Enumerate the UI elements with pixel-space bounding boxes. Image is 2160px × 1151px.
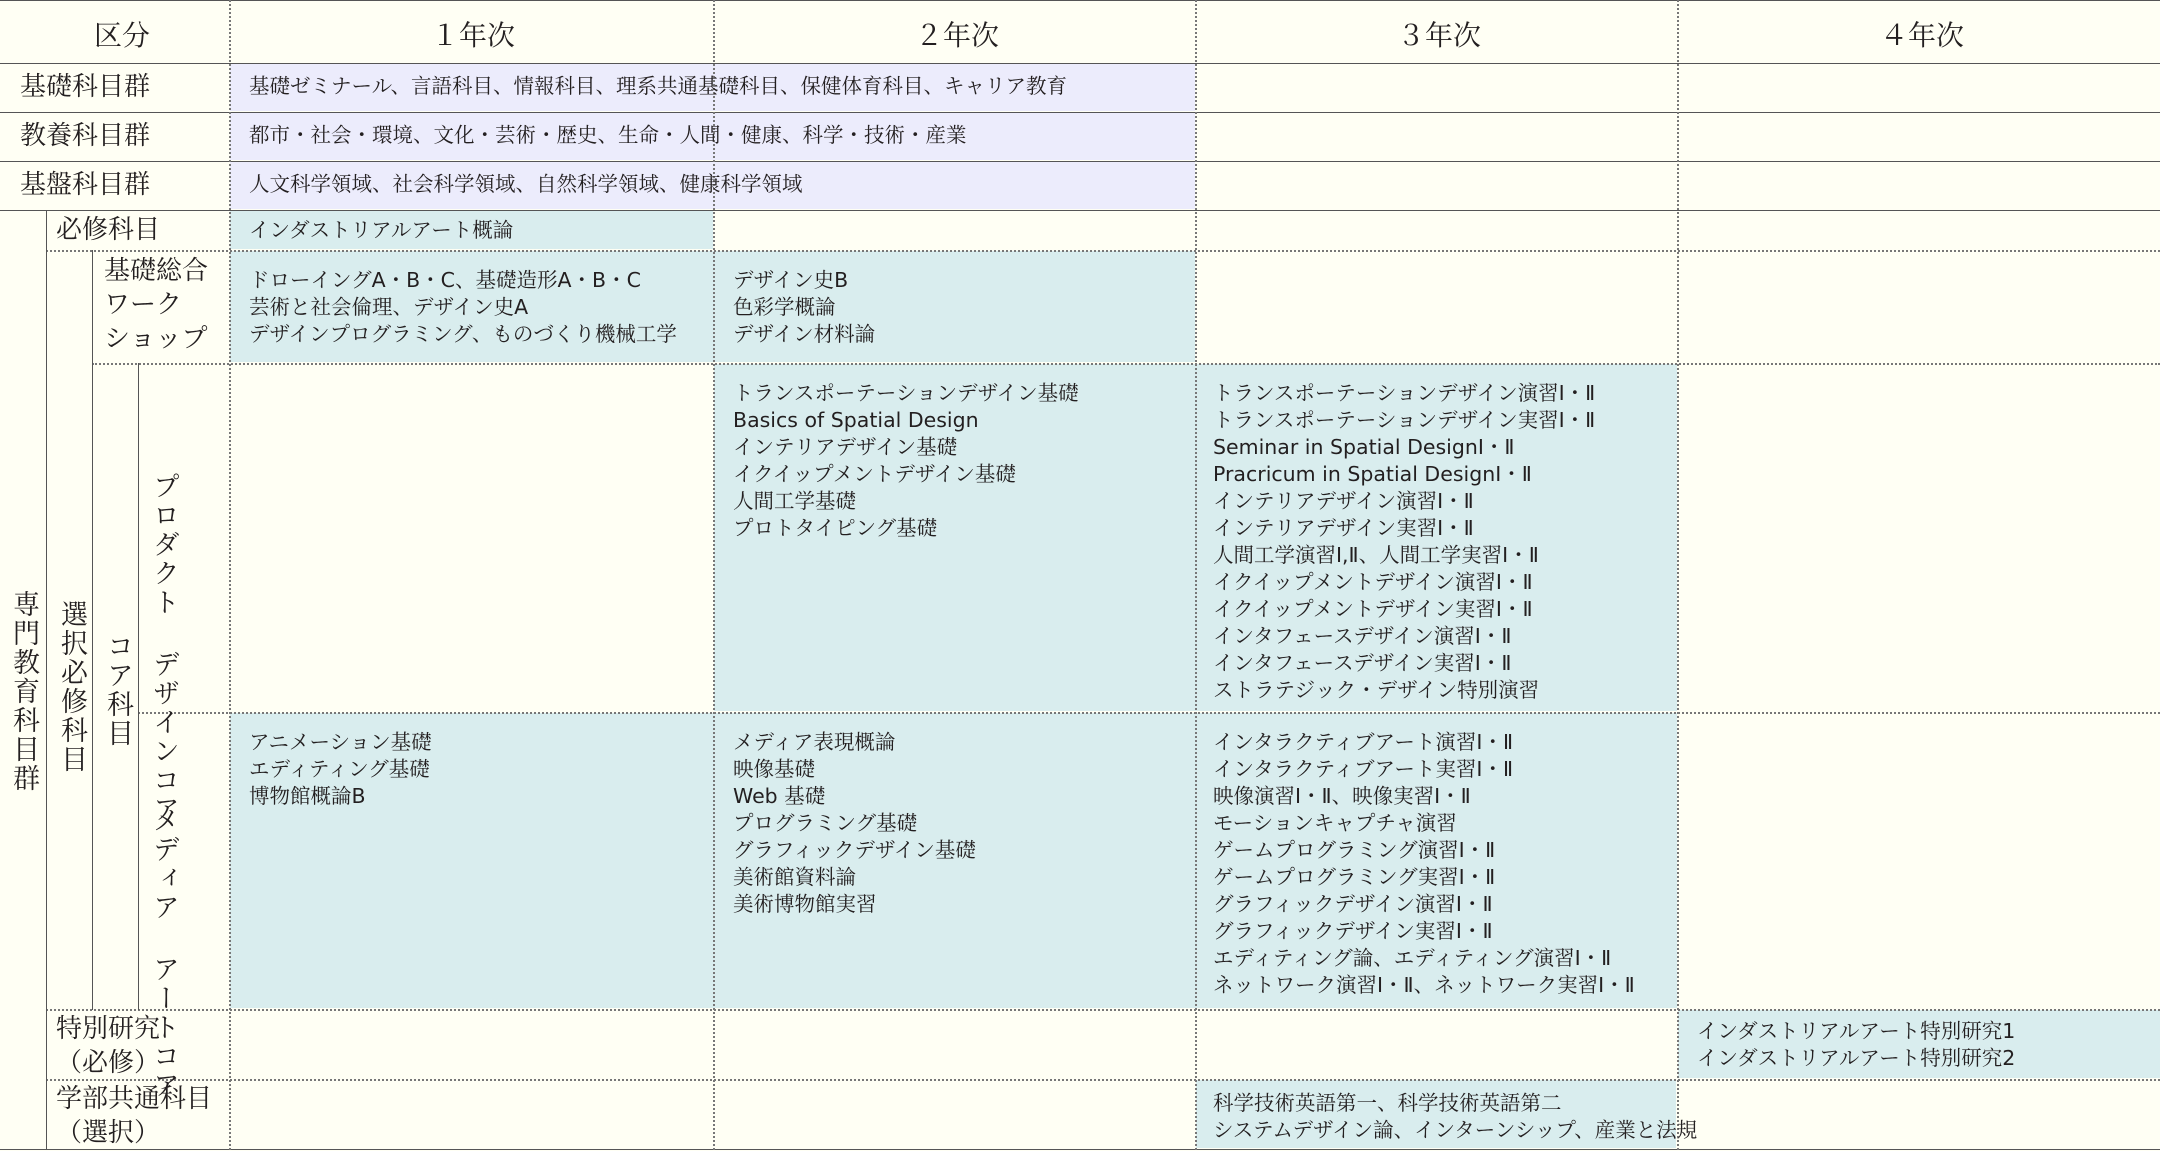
list-item: トランスポーテーションデザイン演習Ⅰ・Ⅱ — [1213, 381, 1596, 405]
list-item: ゲームプログラミング実習Ⅰ・Ⅱ — [1213, 865, 1496, 889]
rule-kiban-bottom — [0, 210, 2160, 211]
list-item: デザインプログラミング、ものづくり機械工学 — [249, 322, 677, 346]
list-item: インタフェースデザイン演習Ⅰ・Ⅱ — [1213, 624, 1512, 648]
list-item: ストラテジック・デザイン特別演習 — [1213, 678, 1540, 702]
product-label-line-1: プロダクト — [148, 472, 179, 617]
list-item: インダストリアルアート特別研究2 — [1697, 1046, 2016, 1070]
rule-top — [0, 0, 2160, 1]
list-item: ゲームプログラミング演習Ⅰ・Ⅱ — [1213, 838, 1496, 862]
workshop-label — [104, 254, 208, 356]
tokubetsu-y4 — [1697, 1018, 2015, 1072]
list-item: グラフィックデザイン基礎 — [733, 838, 976, 862]
list-item: イクイップメントデザイン実習Ⅰ・Ⅱ — [1213, 597, 1533, 621]
senmon-rule — [46, 210, 47, 1150]
kyoyo-content: 都市・社会・環境、文化・芸術・歴史、生命・人間・健康、科学・技術・産業 — [249, 123, 967, 147]
product-label-line-2: デザインコア — [148, 650, 179, 824]
workshop-label-line-1: 基礎総合 — [104, 256, 209, 286]
workshop-label-line-3: ショップ — [104, 324, 208, 354]
header-year-3: ３年次 — [1397, 19, 1482, 52]
list-item: デザイン材料論 — [733, 322, 876, 346]
gakubu-label — [56, 1082, 212, 1150]
media-label-line-1: メディア — [148, 806, 179, 922]
rule-hisshu-bottom — [46, 250, 2160, 252]
kyoyo-label: 教養科目群 — [20, 121, 151, 151]
media-label-line-2: アートコア — [148, 955, 179, 1100]
workshop-y2 — [733, 267, 875, 348]
list-item: Pracricum in Spatial DesignⅠ・Ⅱ — [1213, 462, 1532, 486]
list-item: インテリアデザイン基礎 — [733, 435, 958, 459]
senmon-label: 専門教育科目群 — [8, 590, 39, 793]
list-item: エディティング論、エディティング演習Ⅰ・Ⅱ — [1213, 946, 1612, 970]
hisshu-y1: インダストリアルアート概論 — [249, 218, 514, 242]
rule-bottom — [0, 1149, 2160, 1150]
sentaku-rule — [92, 250, 93, 1010]
header-year-1: １年次 — [431, 19, 516, 52]
list-item: インタラクティブアート実習Ⅰ・Ⅱ — [1213, 757, 1514, 781]
list-item: 映像演習Ⅰ・Ⅱ、映像実習Ⅰ・Ⅱ — [1213, 784, 1471, 808]
list-item: 美術博物館実習 — [733, 892, 877, 916]
list-item: トランスポーテーションデザイン実習Ⅰ・Ⅱ — [1213, 408, 1596, 432]
list-item: 芸術と社会倫理、デザイン史A — [249, 295, 529, 319]
list-item: インテリアデザイン演習Ⅰ・Ⅱ — [1213, 489, 1474, 513]
core-label: コア科目 — [102, 632, 133, 748]
hisshu-label: 必修科目 — [56, 215, 161, 245]
rule-tokubetsu-bottom — [46, 1079, 2160, 1081]
list-item: デザイン史B — [733, 268, 849, 292]
gakubu-label-line-2: （選択） — [56, 1118, 161, 1148]
list-item: 科学技術英語第一、科学技術英語第二 — [1213, 1091, 1562, 1115]
header-year-4: ４年次 — [1880, 19, 1965, 52]
rule-sentaku-bottom — [46, 1009, 2160, 1011]
list-item: プログラミング基礎 — [733, 811, 918, 835]
list-item: イクイップメントデザイン基礎 — [733, 462, 1016, 486]
kiso-label: 基礎科目群 — [20, 72, 151, 102]
list-item: Seminar in Spatial DesignⅠ・Ⅱ — [1213, 435, 1515, 459]
list-item: システムデザイン論、インターンシップ、産業と法規 — [1213, 1118, 1698, 1142]
list-item: エディティング基礎 — [249, 757, 430, 781]
list-item: プロトタイピング基礎 — [733, 516, 938, 540]
gakubu-label-line-1: 学部共通科目 — [56, 1084, 213, 1114]
product-y3 — [1213, 380, 1595, 704]
gakubu-y3 — [1213, 1090, 1697, 1144]
header-kubun: 区分 — [94, 19, 151, 52]
core-rule — [138, 363, 139, 1010]
list-item: ネットワーク演習Ⅰ・Ⅱ、ネットワーク実習Ⅰ・Ⅱ — [1213, 973, 1635, 997]
list-item: インダストリアルアート特別研究1 — [1697, 1019, 2016, 1043]
list-item: Basics of Spatial Design — [733, 408, 979, 432]
header-year-2: ２年次 — [915, 19, 1000, 52]
kiso-content: 基礎ゼミナール、言語科目、情報科目、理系共通基礎科目、保健体育科目、キャリア教育 — [249, 74, 1067, 98]
kiban-label: 基盤科目群 — [20, 170, 151, 200]
media-y1 — [249, 729, 432, 810]
workshop-label-line-2: ワーク — [104, 290, 183, 320]
tokubetsu-label — [56, 1012, 160, 1080]
media-y2 — [733, 729, 976, 918]
rule-kiso-bottom — [0, 112, 2160, 113]
list-item: 人間工学演習Ⅰ,Ⅱ、人間工学実習Ⅰ・Ⅱ — [1213, 543, 1539, 567]
sentaku-label: 選択必修科目 — [56, 600, 87, 774]
list-item: トランスポーテーションデザイン基礎 — [733, 381, 1079, 405]
rule-workshop-bottom — [92, 363, 2160, 365]
col-rule-1 — [229, 0, 231, 1150]
list-item: メディア表現概論 — [733, 730, 896, 754]
col-rule-4 — [1677, 0, 1679, 1150]
list-item: インタラクティブアート演習Ⅰ・Ⅱ — [1213, 730, 1514, 754]
list-item: Web 基礎 — [733, 784, 826, 808]
list-item: 美術館資料論 — [733, 865, 856, 889]
rule-kyoyo-bottom — [0, 161, 2160, 162]
rule-product-bottom — [138, 712, 2160, 714]
list-item: グラフィックデザイン演習Ⅰ・Ⅱ — [1213, 892, 1493, 916]
media-y3 — [1213, 729, 1635, 999]
list-item: 映像基礎 — [733, 757, 815, 781]
list-item: 人間工学基礎 — [733, 489, 856, 513]
list-item: アニメーション基礎 — [249, 730, 432, 754]
list-item: 色彩学概論 — [733, 295, 836, 319]
list-item: 博物館概論B — [249, 784, 366, 808]
workshop-y1 — [249, 267, 677, 348]
list-item: インテリアデザイン実習Ⅰ・Ⅱ — [1213, 516, 1474, 540]
list-item: ドローイングA・B・C、基礎造形A・B・C — [249, 268, 641, 292]
product-label — [146, 472, 180, 824]
tokubetsu-label-line-1: 特別研究 — [56, 1014, 161, 1044]
list-item: モーションキャプチャ演習 — [1213, 811, 1457, 835]
list-item: イクイップメントデザイン演習Ⅰ・Ⅱ — [1213, 570, 1533, 594]
rule-header-bottom — [0, 63, 2160, 64]
col-rule-3 — [1195, 0, 1197, 1150]
list-item: インタフェースデザイン実習Ⅰ・Ⅱ — [1213, 651, 1512, 675]
kiban-content: 人文科学領域、社会科学領域、自然科学領域、健康科学領域 — [249, 172, 803, 196]
tokubetsu-label-line-2: （必修） — [56, 1048, 161, 1078]
list-item: グラフィックデザイン実習Ⅰ・Ⅱ — [1213, 919, 1493, 943]
product-y2 — [733, 380, 1079, 542]
